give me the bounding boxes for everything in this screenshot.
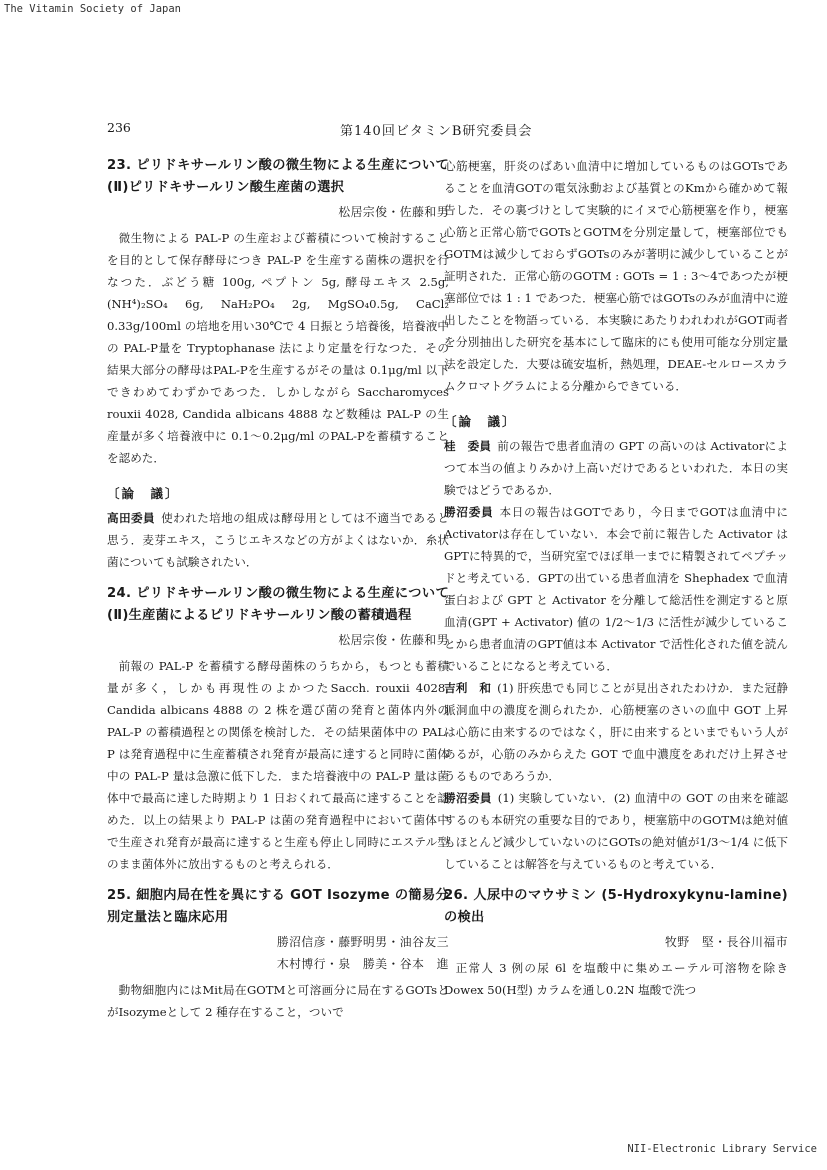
article-26-authors: 牧野 堅・長谷川福市 [665, 935, 788, 949]
article-25-authors-line-1: 勝沼信彦・藤野明男・油谷友三 [276, 935, 449, 949]
discussion-text: (1) 肝疾患でも同じことが見出されたわけか．また冠静脈洞血中の濃度を測られたか．心筋梗塞のさいの血中 GOT 上昇は心筋に由来するのではなく，肝に由来するといまでもいう人があるが，心筋のみからえた GOT で血中濃度をあれだけ上昇させうるものであろうか． [444, 681, 788, 783]
article-23-body: 微生物による PAL-P の生産および蓄積について検討することを目的として保存酵母につき PAL-P を生産する菌株の選択を行なつた．ぶどう糖 100g, ペプトン 5g, 酵母エキス 2.5g, (NH⁴)₂SO₄ 6g, NaH₂PO₄ 2g, MgSO₄0.5g, CaCl₂ 0.33g/100ml の培地を用い30℃で 4 日振とう培養後，培養液中の PAL-P量を Tryptophanase 法により定量を行なつた．その結果大部分の酵母はPAL-Pを生産するがその量は 0.1μg/ml 以下できわめてわずかであつた．しかしながら Saccharomyces rouxii 4028, Candida albicans 4888 など数種は PAL-P の生産量が多く培養液中に 0.1〜0.2μg/ml のPAL-Pを蓄積することを認めた． [107, 231, 449, 465]
article-25 [107, 885, 449, 1023]
article-23-discussion [107, 507, 449, 573]
speaker-name: 高田委員 [107, 511, 156, 525]
speaker-name: 勝沼委員 [444, 791, 492, 805]
speaker-name: 吉利 和 [444, 681, 492, 695]
discussion-text: 前の報告で患者血清の GPT の高いのは Activatorによつて本当の値よりみかけ上高いだけであるといわれた．本日の実験ではどうであるか． [444, 439, 788, 497]
article-25-authors-line-2: 木村博行・泉 勝美・谷本 進 [276, 957, 449, 971]
article-25-body-continued: 心筋梗塞，肝炎のばあい血清中に増加しているものはGOTsであることを血清GOTの電気泳動および基質とのKmから確かめて報告した．その裏づけとして実験的にイヌで心筋梗塞を作り，梗塞心筋と正常心筋でGOTsとGOTMを分別定量して，梗塞部位でもGOTMは減少しておらずGOTsのみが著明に減少していることが証明された．正常心筋のGOTM : GOTs = 1 : 3〜4であつたが梗塞部位では 1 : 1 であつた．梗塞心筋ではGOTsのみが血清中に遊出したことを物語っている．本実験にあたりわれわれがGOT両者を分別抽出した研究を基本にして臨床的にも使用可能な分別定量法を設定した．大要は硫安塩析，熱処理，DEAE-セルロースカラムクロマトグラムによる分離からできている． [444, 159, 788, 393]
article-25-title: 25. 細胞内局在性を異にする GOT Isozyme の簡易分別定量法と臨床応用 [107, 888, 449, 925]
speaker-name: 勝沼委員 [444, 505, 494, 519]
speaker-name: 桂 委員 [444, 439, 492, 453]
article-24-body: 前報の PAL-P を蓄積する酵母菌株のうちから，もつとも蓄積量が多く，しかも再現性のよかつたSacch. rouxii 4028, Candida albicans 4888 の 2 株を選び菌の発育と菌体内外の PAL-P の蓄積過程との関係を検討した．その結果菌体中の PAL-P は発育過程中に生産蓄積され発育が最高に達すると同時に菌体中の PAL-P 量は急激に低下した．また培養液中の PAL-P 量は菌体中で最高に達した時期より 1 日おくれて最高に達することを認めた．以上の結果より PAL-P は菌の発育過程中において菌体中で生産され発育が最高に達すると生産も停止し同時にエステル型のまま菌体外に放出するものと考えられる． [107, 659, 449, 871]
article-23 [107, 155, 449, 573]
article-26-title: 26. 人尿中のマウサミン (5-Hydroxykynu-lamine) の検出 [444, 888, 788, 925]
article-26-body: 正常人 3 例の尿 6l を塩酸中に集めエーテル可溶物を除きDowex 50(H型) カラムを通し0.2N 塩酸で洗つ [444, 961, 788, 997]
page-number: 236 [107, 120, 131, 135]
discussion-text: 使われた培地の組成は酵母用としては不適当であると思う．麦芽エキス，こうじエキスなどの方がよくはないか．糸状菌についても試験されたい． [107, 511, 449, 569]
article-26 [444, 885, 788, 1001]
article-24-authors: 松居宗俊・佐藤和男 [338, 633, 449, 647]
article-23-discussion-heading: 〔論 議〕 [107, 486, 180, 501]
discussion-text: (1) 実験していない．(2) 血清中の GOT の由来を確認するのも本研究の重要な目的であり，梗塞筋中のGOTMは絶対値もほとんど減少していないのにGOTsの絶対値が1/3〜1/4 に低下していることは解答を与えているものと考えている． [444, 791, 788, 871]
footer-library-service: NII-Electronic Library Service [627, 1143, 817, 1155]
discussion-entry-3 [444, 677, 788, 787]
right-column [444, 155, 788, 1001]
discussion-text: 本日の報告はGOTであり，今日までGOTは血清中にActivatorは存在していない．本会で前に報告した Activator は GPTに特異的で，当研究室でほぼ単一までに精製されてペプチッドと考えている．GPTの出ている患者血清を Shephadex で血清蛋白および GPT と Activator を分離して総活性を測定すると原血清(GPT + Activator) 値の 1/2〜1/3 に活性が減少していることから患者血清のGPT値は本 Activator で活性化された値を読んでいることになると考えている． [444, 505, 788, 673]
article-25-body: 動物細胞内にはMit局在GOTMと可溶画分に局在するGOTsとがIsozymeとして 2 種存在すること，ついで [107, 983, 449, 1019]
header-society-name: The Vitamin Society of Japan [4, 3, 182, 15]
discussion-entry-4 [444, 787, 788, 875]
article-25-discussion-heading: 〔論 議〕 [444, 414, 517, 429]
running-title: 第140回ビタミンB研究委員会 [340, 124, 533, 139]
article-24 [107, 583, 449, 875]
article-24-title: 24. ピリドキサールリン酸の微生物による生産について(Ⅱ)生産菌によるピリドキサールリン酸の蓄積過程 [107, 586, 449, 623]
discussion-entry-2 [444, 501, 788, 677]
left-column [107, 155, 449, 1023]
article-23-title: 23. ピリドキサールリン酸の微生物による生産について(Ⅱ)ピリドキサールリン酸生産菌の選択 [107, 158, 449, 195]
article-23-authors: 松居宗俊・佐藤和男 [338, 205, 449, 219]
discussion-entry-1 [444, 435, 788, 501]
